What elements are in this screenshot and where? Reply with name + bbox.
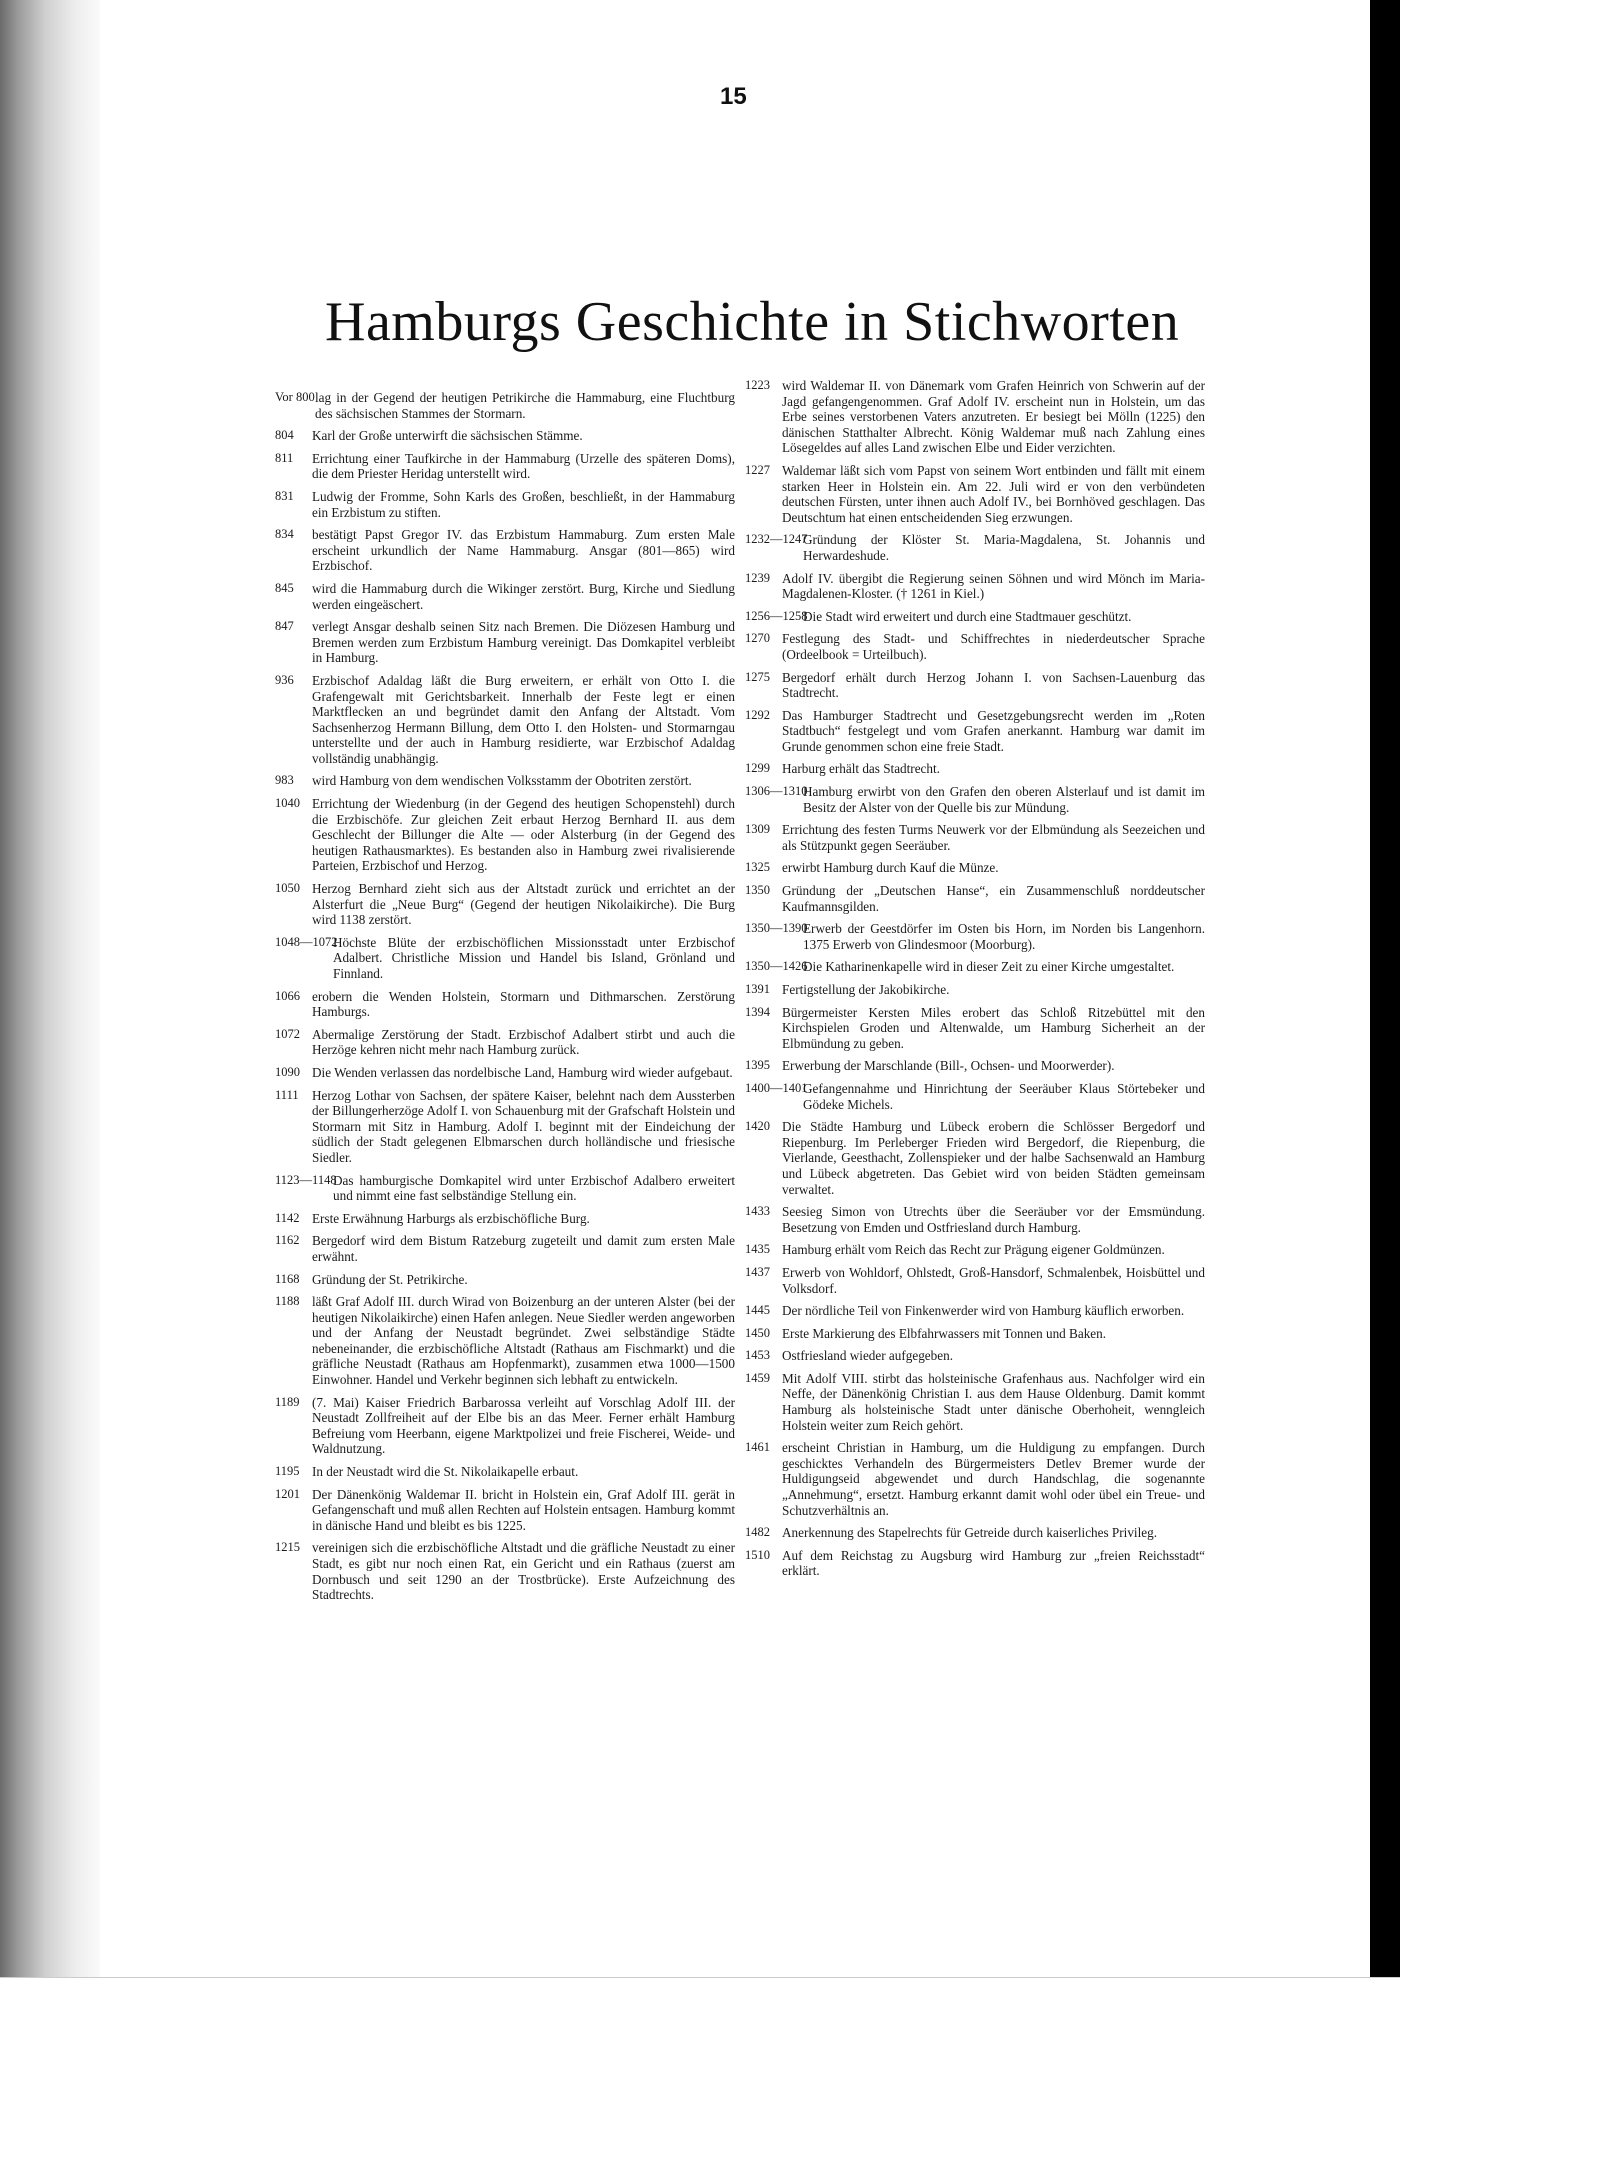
chronicle-entry <box>275 673 735 767</box>
entry-year: 1433 <box>745 1204 770 1219</box>
entry-text: Erzbischof Adaldag läßt die Burg erweitern, er erhält von Otto I. die Grafengewalt mit Gerichtsbarkeit. Innerhalb der Feste legt er einen Marktflecken an und begründet damit den Anfang der Altstadt. Vom Sachsenherzog Hermann Billung, dem Otto I. den Holsten- und Stormarngau unterstellte und der auch in Hamburg residierte, war Erzbischof Adaldag vollständig unabhängig. <box>312 672 735 766</box>
entry-text: wird Waldemar II. von Dänemark vom Grafen Heinrich von Schwerin auf der Jagd gefangengenommen. Graf Adolf IV. erscheint nun in Holstein, um das Erbe seines verstorbenen Vaters anzutreten. Er besiegt bei Mölln (1225) den dänischen Statthalter Albrecht. König Waldemar muß nach Zahlung eines Lösegeldes auf alles Land zwischen Elbe und Eider verzichten. <box>782 378 1205 456</box>
entry-year: 1350—1426 <box>745 959 808 974</box>
entry-text: erwirbt Hamburg durch Kauf die Münze. <box>782 860 999 876</box>
entry-text: Hamburg erhält vom Reich das Recht zur Prägung eigener Goldmünzen. <box>782 1242 1165 1258</box>
entry-year: 1275 <box>745 669 770 684</box>
chronicle-entry <box>745 761 1205 777</box>
entry-text: Seesieg Simon von Utrechts über die Seeräuber vor der Emsmündung. Besetzung von Emden und Ostfriesland durch Hamburg. <box>782 1204 1205 1235</box>
entry-text: Harburg erhält das Stadtrecht. <box>782 761 940 777</box>
entry-text: Herzog Lothar von Sachsen, der spätere Kaiser, belehnt nach dem Aussterben der Billungerherzöge Adolf I. von Schauenburg mit der Grafschaft Holstein und Stormarn mit Sitz in Hamburg. Adolf I. beginnt mit der Eindeichung der südlich der Stadt gelegenen Elbmarschen durch holländische und friesische Siedler. <box>312 1087 735 1165</box>
entry-year: 1350—1390 <box>745 921 808 936</box>
entry-year: 847 <box>275 619 294 634</box>
chronicle-entry <box>275 1211 735 1227</box>
chronicle-entry <box>275 527 735 574</box>
chronicle-entry <box>745 1119 1205 1197</box>
entry-text: Errichtung einer Taufkirche in der Hammaburg (Urzelle des späteren Doms), die dem Priester Heridag unterstellt wird. <box>312 450 735 482</box>
entry-text: Erste Markierung des Elbfahrwassers mit Tonnen und Baken. <box>782 1325 1107 1341</box>
entry-text: Der Dänenkönig Waldemar II. bricht in Holstein ein, Graf Adolf III. gerät in Gefangenschaft und muß allen Rechten auf Holstein entsagen. Hamburg kommt in dänische Hand und bleibt es bis 1225. <box>312 1486 735 1533</box>
chronicle-entry <box>745 1371 1205 1433</box>
entry-text: Anerkennung des Stapelrechts für Getreide durch kaiserliches Privileg. <box>782 1525 1157 1541</box>
entry-year: 1223 <box>745 378 770 392</box>
chronicle-entry <box>275 619 735 666</box>
chronicle-entry <box>275 1272 735 1288</box>
chronicle-entry <box>275 451 735 482</box>
entry-year: 1400—1401 <box>745 1080 808 1095</box>
entry-year: 1450 <box>745 1325 770 1340</box>
chronicle-entry <box>275 1540 735 1602</box>
chronicle-entry <box>745 921 1205 952</box>
entry-text: Das hamburgische Domkapitel wird unter Erzbischof Adalbero erweitert und nimmt eine fast selbständige Stellung ein. <box>333 1172 735 1204</box>
entry-text: Gründung der Klöster St. Maria-Magdalena, St. Johannis und Herwardeshude. <box>803 532 1205 563</box>
entry-text: Der nördliche Teil von Finkenwerder wird von Hamburg käuflich erworben. <box>782 1303 1185 1319</box>
entry-year: 1111 <box>275 1087 299 1102</box>
entry-year: 1299 <box>745 761 770 776</box>
entry-year: 831 <box>275 488 294 503</box>
entry-year: 1325 <box>745 860 770 875</box>
entry-text: erscheint Christian in Hamburg, um die Huldigung zu empfangen. Durch geschicktes Verhandeln des Bürgermeisters Detlev Bremer wurde der Huldigungseid abgewendet und durch Handschlag, die sogenannte „Annehmung“, ersetzt. Hamburg erkannt damit wohl oder übel ein Treue- und Schutzverhältnis an. <box>782 1440 1205 1518</box>
entry-year: 1395 <box>745 1058 770 1073</box>
entry-text: Erwerb der Geestdörfer im Osten bis Horn, im Norden bis Langenhorn. 1375 Erwerb von Glindesmoor (Moorburg). <box>803 921 1205 952</box>
chronicle-entry <box>745 1548 1205 1579</box>
chronicle-entry <box>745 1005 1205 1052</box>
entry-text: Gründung der St. Petrikirche. <box>312 1271 468 1287</box>
chronicle-entry <box>745 1265 1205 1296</box>
entry-year: 804 <box>275 428 294 443</box>
entry-text: vereinigen sich die erzbischöfliche Altstadt und die gräfliche Neustadt zu einer Stadt, es gibt nur noch einen Rat, ein Gericht und ein Rathaus (zuerst am Dornbusch und seit 1290 an der Trostbrücke). Erste Aufzeichnung des Stadtrechts. <box>312 1540 735 1603</box>
entry-year: 1445 <box>745 1303 770 1318</box>
chronicle-entry <box>275 796 735 874</box>
chronicle-entry <box>275 881 735 928</box>
chronicle-entry <box>745 609 1205 625</box>
entry-year: 845 <box>275 580 294 595</box>
chronicle-entry <box>745 463 1205 525</box>
entry-year: 1215 <box>275 1540 300 1555</box>
chronicle-entry <box>745 1440 1205 1518</box>
entry-text: Gefangennahme und Hinrichtung der Seeräuber Klaus Störtebeker und Gödeke Michels. <box>803 1080 1205 1112</box>
chronicle-entry <box>745 1058 1205 1074</box>
chronicle-entry <box>275 1464 735 1480</box>
scan-border <box>1370 0 1400 1977</box>
chronicle-entry <box>275 1395 735 1457</box>
entry-year: 983 <box>275 773 294 788</box>
entry-text: Die Städte Hamburg und Lübeck erobern die Schlösser Bergedorf und Riepenburg. Im Perleberger Frieden wird Bergedorf, die Riepenburg, die Vierlande, Geesthacht, Zollenspieker und der halbe Sachsenwald an Hamburg und Lübeck abgetreten. Das Gebiet wird von beiden Städten gemeinsam verwaltet. <box>782 1119 1205 1197</box>
entry-year: 1435 <box>745 1242 770 1257</box>
chronicle-entry <box>745 1326 1205 1342</box>
entry-year: 1350 <box>745 883 770 898</box>
entry-year: 1394 <box>745 1004 770 1019</box>
entry-text: Erwerbung der Marschlande (Bill-, Ochsen- und Moorwerder). <box>782 1058 1115 1074</box>
entry-year: 1453 <box>745 1348 770 1363</box>
entry-text: Adolf IV. übergibt die Regierung seinen Söhnen und wird Mönch im Maria-Magdalenen-Kloster. († 1261 in Kiel.) <box>782 570 1205 602</box>
entry-text: Karl der Große unterwirft die sächsischen Stämme. <box>312 428 583 444</box>
entry-year: 1256—1258 <box>745 608 808 623</box>
chronicle-entry <box>745 532 1205 563</box>
chronicle-entry <box>275 1088 735 1166</box>
entry-year: Vor 800 <box>275 390 315 404</box>
entry-text: Herzog Bernhard zieht sich aus der Altstadt zurück und errichtet an der Alsterfurt die „Neue Burg“ (Gegend der heutigen Nikolaikirche). Die Burg wird 1138 zerstört. <box>312 881 735 928</box>
chronicle-entry <box>745 982 1205 998</box>
entry-text: Die Katharinenkapelle wird in dieser Zeit zu einer Kirche umgestaltet. <box>803 959 1175 975</box>
entry-year: 1306—1310 <box>745 784 808 799</box>
entry-text: Festlegung des Stadt- und Schiffrechtes in niederdeutscher Sprache (Ordeelbook = Urteilbuch). <box>782 631 1205 662</box>
entry-year: 1168 <box>275 1271 300 1286</box>
left-column <box>275 390 735 1610</box>
entry-text: Erwerb von Wohldorf, Ohlstedt, Groß-Hansdorf, Schmalenbek, Hoisbüttel und Volksdorf. <box>782 1264 1205 1296</box>
entry-text: Das Hamburger Stadtrecht und Gesetzgebungsrecht werden im „Roten Stadtbuch“ festgelegt und vom Grafen anerkannt. Hamburg war damit im Grunde genommen schon eine freie Stadt. <box>782 707 1205 754</box>
chronicle-entry <box>745 1348 1205 1364</box>
entry-year: 1050 <box>275 881 300 896</box>
entry-text: erobern die Wenden Holstein, Stormarn und Dithmarschen. Zerstörung Hamburgs. <box>312 988 735 1020</box>
entry-year: 1461 <box>745 1440 770 1455</box>
entry-text: (7. Mai) Kaiser Friedrich Barbarossa verleiht auf Vorschlag Adolf III. der Neustadt Zollfreiheit auf der Elbe bis an das Meer. Ferner erhält Hamburg Befreiung vom Heerbann, eigene Marktpolizei und freie Fischerei, Weide- und Waldnutzung. <box>312 1394 735 1457</box>
chronicle-entry <box>745 883 1205 914</box>
chronicle-entry <box>745 1525 1205 1541</box>
chronicle-entry <box>745 860 1205 876</box>
chronicle-entry <box>275 773 735 789</box>
entry-text: Auf dem Reichstag zu Augsburg wird Hamburg zur „freien Reichsstadt“ erklärt. <box>782 1547 1205 1579</box>
entry-year: 1195 <box>275 1464 300 1479</box>
entry-year: 1391 <box>745 982 770 996</box>
entry-text: Ostfriesland wieder aufgegeben. <box>782 1348 953 1364</box>
entry-text: Bergedorf erhält durch Herzog Johann I. von Sachsen-Lauenburg das Stadtrecht. <box>782 669 1205 701</box>
entry-year: 1459 <box>745 1370 770 1385</box>
entry-year: 1482 <box>745 1525 770 1540</box>
chronicle-entry <box>275 428 735 444</box>
chronicle-entry <box>745 1242 1205 1258</box>
chronicle-entry <box>745 959 1205 975</box>
entry-year: 1048—1072 <box>275 934 338 949</box>
entry-year: 1437 <box>745 1264 770 1279</box>
entry-year: 1232—1247 <box>745 532 808 547</box>
entry-text: Gründung der „Deutschen Hanse“, ein Zusammenschluß norddeutscher Kaufmannsgilden. <box>782 883 1205 914</box>
entry-text: Mit Adolf VIII. stirbt das holsteinische Grafenhaus aus. Nachfolger wird ein Neffe, der Dänenkönig Christian I. aus dem Hause Oldenburg. Damit kommt Hamburg als holsteinische Stadt unter dänische Oberhoheit, wenngleich Holstein weiter zum Reich gehört. <box>782 1370 1205 1433</box>
entry-year: 1090 <box>275 1064 300 1079</box>
entry-year: 1239 <box>745 570 770 585</box>
entry-year: 1066 <box>275 988 300 1003</box>
entry-text: Höchste Blüte der erzbischöflichen Missionsstadt unter Erzbischof Adalbert. Christliche Mission und Handel bis Island, Grönland und Finnland. <box>333 934 735 981</box>
chronicle-entry <box>275 935 735 982</box>
chronicle-entry <box>745 1303 1205 1319</box>
chronicle-entry <box>745 822 1205 853</box>
entry-year: 811 <box>275 450 294 465</box>
page-title: Hamburgs Geschichte in Stichworten <box>325 291 1180 353</box>
entry-text: Die Stadt wird erweitert und durch eine Stadtmauer geschützt. <box>803 608 1132 624</box>
chronicle-entry <box>745 571 1205 602</box>
chronicle-entry <box>275 1487 735 1534</box>
entry-year: 1270 <box>745 631 770 646</box>
entry-year: 1309 <box>745 822 770 837</box>
entry-year: 1040 <box>275 796 300 811</box>
entry-text: bestätigt Papst Gregor IV. das Erzbistum Hammaburg. Zum ersten Male erscheint urkundlich der Name Hammaburg. Ansgar (801—865) wird Erzbischof. <box>312 527 735 574</box>
entry-text: wird Hamburg von dem wendischen Volksstamm der Obotriten zerstört. <box>312 773 692 789</box>
chronicle-entry <box>275 390 735 421</box>
entry-text: In der Neustadt wird die St. Nikolaikapelle erbaut. <box>312 1464 579 1480</box>
entry-text: Hamburg erwirbt von den Grafen den oberen Alsterlauf und ist damit im Besitz der Alster von der Quelle bis zur Mündung. <box>803 784 1205 815</box>
chronicle-entry <box>745 378 1205 456</box>
entry-year: 936 <box>275 672 294 687</box>
entry-text: lag in der Gegend der heutigen Petrikirche die Hammaburg, eine Fluchtburg des sächsischen Stammes der Stormarn. <box>315 390 735 421</box>
entry-year: 1420 <box>745 1119 770 1134</box>
chronicle-entry <box>275 489 735 520</box>
entry-text: Abermalige Zerstörung der Stadt. Erzbischof Adalbert stirbt und auch die Herzöge kehren nicht mehr nach Hamburg zurück. <box>312 1026 735 1058</box>
chronicle-entry <box>745 1204 1205 1235</box>
entry-text: läßt Graf Adolf III. durch Wirad von Boizenburg an der unteren Alster (bei der heutigen Nikolaikirche) einen Hafen anlegen. Neue Siedler werden angeworben und der Anfang der Neustadt begründet. Zwei selbständige Städte nebeneinander, die erzbischöfliche Altstadt (Rathaus am Fischmarkt) und die gräfliche Neustadt (Rathaus am Hopfenmarkt), zusammen etwa 1000—1500 Einwohner. Handel und Verkehr beginnen sich lebhaft zu entwickeln. <box>312 1294 735 1388</box>
entry-text: Fertigstellung der Jakobikirche. <box>782 982 950 997</box>
entry-text: verlegt Ansgar deshalb seinen Sitz nach Bremen. Die Diözesen Hamburg und Bremen werden zum Erzbistum Hamburg vereinigt. Das Domkapitel verbleibt in Hamburg. <box>312 619 735 666</box>
entry-text: Errichtung der Wiedenburg (in der Gegend des heutigen Schopenstehl) durch die Erzbischöfe. Zur gleichen Zeit erbaut Herzog Bernhard II. aus dem Geschlecht der Billunger die Alte — oder Alsterburg (in der Gegend des heutigen Rathausmarktes). Es bestanden also in Hamburg zwei rivalisierende Parteien, Erzbischof und Herzog. <box>312 796 735 874</box>
entry-text: Waldemar läßt sich vom Papst von seinem Wort entbinden und fällt mit einem starken Heer in Holstein ein. Am 22. Juli wird er von den verbündeten deutschen Fürsten, unter ihnen auch Adolf IV., bei Bornhöved geschlagen. Das Deutschtum hat einen entscheidenden Sieg erzwungen. <box>782 462 1205 525</box>
entry-year: 1188 <box>275 1294 300 1309</box>
entry-year: 1162 <box>275 1233 300 1248</box>
chronicle-entry <box>745 708 1205 755</box>
entry-text: Ludwig der Fromme, Sohn Karls des Großen, beschließt, in der Hammaburg ein Erzbistum zu stiften. <box>312 488 735 520</box>
scan-bottom-edge <box>0 1977 1400 1978</box>
chronicle-entry <box>275 1065 735 1081</box>
entry-year: 1189 <box>275 1394 300 1409</box>
right-column <box>745 378 1205 1586</box>
chronicle-entry <box>745 784 1205 815</box>
chronicle-entry <box>745 631 1205 662</box>
chronicle-entry <box>275 1173 735 1204</box>
chronicle-entry <box>275 989 735 1020</box>
chronicle-entry <box>745 670 1205 701</box>
chronicle-entry <box>275 1027 735 1058</box>
entry-text: Bergedorf wird dem Bistum Ratzeburg zugeteilt und damit zum ersten Male erwähnt. <box>312 1233 735 1264</box>
entry-text: Errichtung des festen Turms Neuwerk vor der Elbmündung als Seezeichen und als Stützpunkt gegen Seeräuber. <box>782 822 1205 853</box>
entry-text: Die Wenden verlassen das nordelbische Land, Hamburg wird wieder aufgebaut. <box>312 1064 733 1080</box>
chronicle-entry <box>275 581 735 612</box>
entry-text: wird die Hammaburg durch die Wikinger zerstört. Burg, Kirche und Siedlung werden eingeäschert. <box>312 580 735 612</box>
entry-year: 1201 <box>275 1486 300 1501</box>
page-binding-shadow <box>0 0 100 1977</box>
entry-text: Bürgermeister Kersten Miles erobert das Schloß Ritzebüttel mit den Kirchspielen Groden und Altenwalde, um Hamburg Sicherheit an der Elbmündung zu geben. <box>782 1004 1205 1051</box>
entry-year: 1072 <box>275 1026 300 1041</box>
page-number: 15 <box>720 83 747 110</box>
chronicle-entry <box>275 1233 735 1264</box>
chronicle-entry <box>275 1294 735 1388</box>
entry-year: 1123—1148 <box>275 1172 337 1187</box>
entry-year: 834 <box>275 527 294 542</box>
entry-year: 1142 <box>275 1210 300 1225</box>
chronicle-entry <box>745 1081 1205 1112</box>
entry-year: 1510 <box>745 1547 770 1562</box>
entry-year: 1292 <box>745 707 770 722</box>
entry-year: 1227 <box>745 462 770 477</box>
entry-text: Erste Erwähnung Harburgs als erzbischöfliche Burg. <box>312 1210 590 1226</box>
